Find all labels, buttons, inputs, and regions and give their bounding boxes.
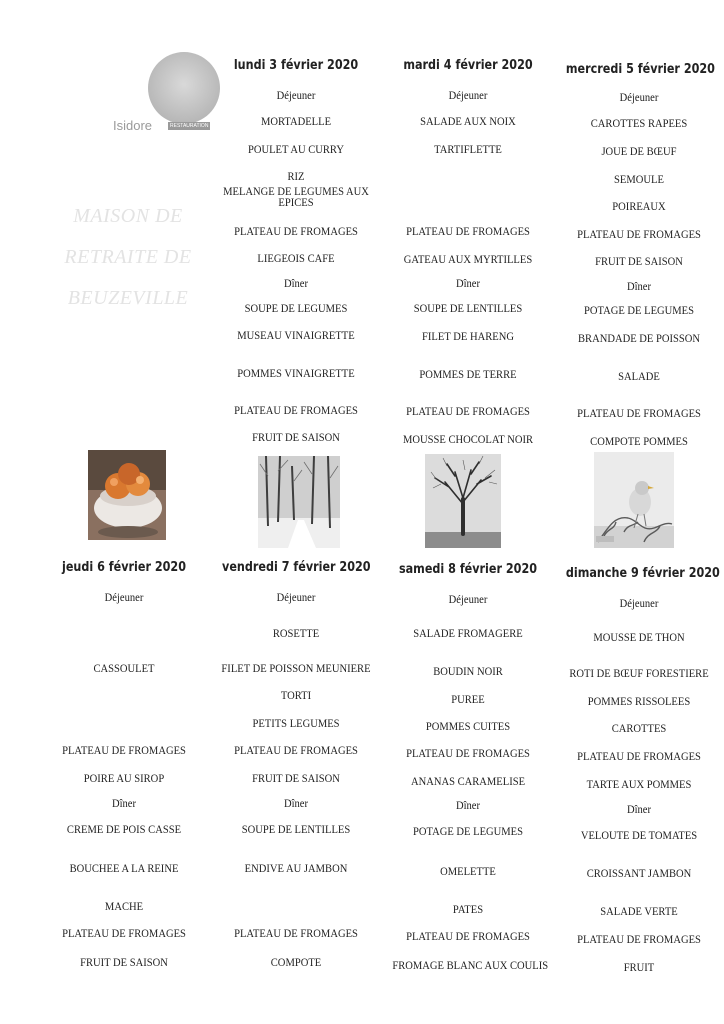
menu-item: VELOUTE DE TOMATES [580,828,698,842]
dinner-label: Dîner [455,798,481,812]
menu-item: POMMES RISSOLEES [587,694,691,708]
menu-item: CREME DE POIS CASSE [66,822,182,836]
dinner-label: Dîner [283,276,309,290]
lunch-label: Déjeuner [448,592,488,606]
menu-item: BOUCHEE A LA REINE [69,861,179,875]
menu-item: PLATEAU DE FROMAGES [406,929,530,943]
menu-item: PUREE [451,692,485,706]
menu-item: PLATEAU DE FROMAGES [406,746,530,760]
bare-tree-photo [425,454,501,548]
menu-item: MELANGE DE LEGUMES AUX EPICES [223,186,369,208]
menu-item: POMMES VINAIGRETTE [237,366,355,380]
day-title: dimanche 9 février 2020 [565,566,720,581]
lunch-label: Déjeuner [619,90,659,104]
menu-item: SALADE VERTE [600,904,678,918]
menu-item: TORTI [280,688,312,702]
menu-item: PLATEAU DE FROMAGES [62,743,186,757]
day-tuesday [382,0,554,460]
menu-item: SALADE AUX NOIX [420,114,516,128]
day-title: mardi 4 février 2020 [403,58,533,73]
menu-item: SALADE FROMAGERE [413,626,523,640]
day-sunday [554,552,724,992]
menu-item: JOUE DE BŒUF [601,144,677,158]
menu-item: ANANAS CARAMELISE [410,774,526,788]
bird-on-branch-photo [594,452,674,548]
menu-item: TARTIFLETTE [434,142,502,156]
home-name-line-2: RETRAITE DE [64,246,192,268]
menu-item: MUSEAU VINAIGRETTE [237,328,355,342]
retirement-home-name [58,196,198,319]
menu-item: PLATEAU DE FROMAGES [234,743,358,757]
snowy-forest-photo [258,456,340,548]
menu-item: FRUIT DE SAISON [252,771,340,785]
menu-item: PLATEAU DE FROMAGES [234,224,358,238]
menu-item: PATES [452,902,484,916]
menu-item: PLATEAU DE FROMAGES [234,403,358,417]
lunch-label: Déjeuner [104,590,144,604]
menu-item: SOUPE DE LENTILLES [413,301,523,315]
menu-item: MOUSSE CHOCOLAT NOIR [402,432,534,446]
menu-item: POTAGE DE LEGUMES [583,303,695,317]
dinner-label: Dîner [455,276,481,290]
menu-item: CAROTTES RAPEES [590,116,688,130]
day-title: mercredi 5 février 2020 [565,62,715,77]
menu-item: BOUDIN NOIR [433,664,503,678]
day-wednesday [554,0,724,460]
menu-item: CASSOULET [93,661,155,675]
menu-item: POMMES CUITES [425,719,511,733]
menu-item: PLATEAU DE FROMAGES [62,926,186,940]
menu-item: FROMAGE BLANC AUX COULIS [392,958,549,972]
menu-item: POULET AU CURRY [247,142,345,156]
menu-item: PLATEAU DE FROMAGES [577,406,701,420]
menu-item: GATEAU AUX MYRTILLES [403,252,533,266]
menu-item: TARTE AUX POMMES [586,777,692,791]
menu-item: FRUIT [623,960,655,974]
day-saturday [382,552,554,992]
menu-item: FRUIT DE SAISON [252,430,340,444]
day-title: vendredi 7 février 2020 [222,560,371,575]
menu-item: LIEGEOIS CAFE [257,251,335,265]
menu-item: MORTADELLE [260,114,332,128]
menu-item: FRUIT DE SAISON [80,955,168,969]
menu-item: SEMOULE [614,172,664,186]
day-monday [210,0,382,460]
menu-item: COMPOTE [270,955,322,969]
home-name-line-3: BEUZEVILLE [67,287,189,309]
home-name-line-1: MAISON DE [73,205,183,227]
menu-item: MACHE [104,899,144,913]
lunch-label: Déjeuner [619,596,659,610]
lunch-label: Déjeuner [276,88,316,102]
day-friday [210,552,382,992]
menu-item: POIREAUX [612,199,666,213]
menu-item: CROISSANT JAMBON [586,866,692,880]
day-title: samedi 8 février 2020 [398,562,538,577]
dinner-label: Dîner [111,796,137,810]
menu-item: PLATEAU DE FROMAGES [406,404,530,418]
menu-item: SOUPE DE LENTILLES [241,822,351,836]
menu-item: ENDIVE AU JAMBON [244,861,348,875]
menu-item: FILET DE HARENG [422,329,514,343]
menu-item: PLATEAU DE FROMAGES [577,227,701,241]
menu-item: CAROTTES [611,721,667,735]
menu-item: PLATEAU DE FROMAGES [406,224,530,238]
dinner-label: Dîner [626,802,652,816]
day-title: jeudi 6 février 2020 [62,560,186,575]
menu-item: RIZ [287,169,305,183]
menu-item: ROSETTE [272,626,320,640]
menu-item: PLATEAU DE FROMAGES [577,749,701,763]
logo-text: Isidore [113,118,153,133]
menu-item: FRUIT DE SAISON [595,254,683,268]
menu-item: POTAGE DE LEGUMES [412,824,524,838]
menu-item: FILET DE POISSON MEUNIERE [221,661,371,675]
menu-item: POMMES DE TERRE [419,367,517,381]
menu-item: PETITS LEGUMES [252,716,340,730]
menu-item: POIRE AU SIROP [83,771,165,785]
menu-item: BRANDADE DE POISSON [577,331,701,345]
logo-subtext: RESTAURATION [170,123,209,129]
menu-item: PLATEAU DE FROMAGES [577,932,701,946]
menu-item: SOUPE DE LEGUMES [244,301,348,315]
menu-item: MOUSSE DE THON [593,630,685,644]
menu-item: COMPOTE POMMES [590,434,688,448]
menu-item: SALADE [618,369,660,383]
lunch-label: Déjeuner [276,590,316,604]
menu-item: PLATEAU DE FROMAGES [234,926,358,940]
dessert-photo [88,450,166,540]
menu-item: ROTI DE BŒUF FORESTIERE [569,666,709,680]
menu-item: OMELETTE [440,864,496,878]
dinner-label: Dîner [283,796,309,810]
day-thursday [38,552,210,992]
lunch-label: Déjeuner [448,88,488,102]
dinner-label: Dîner [626,279,652,293]
day-title: lundi 3 février 2020 [233,58,359,73]
